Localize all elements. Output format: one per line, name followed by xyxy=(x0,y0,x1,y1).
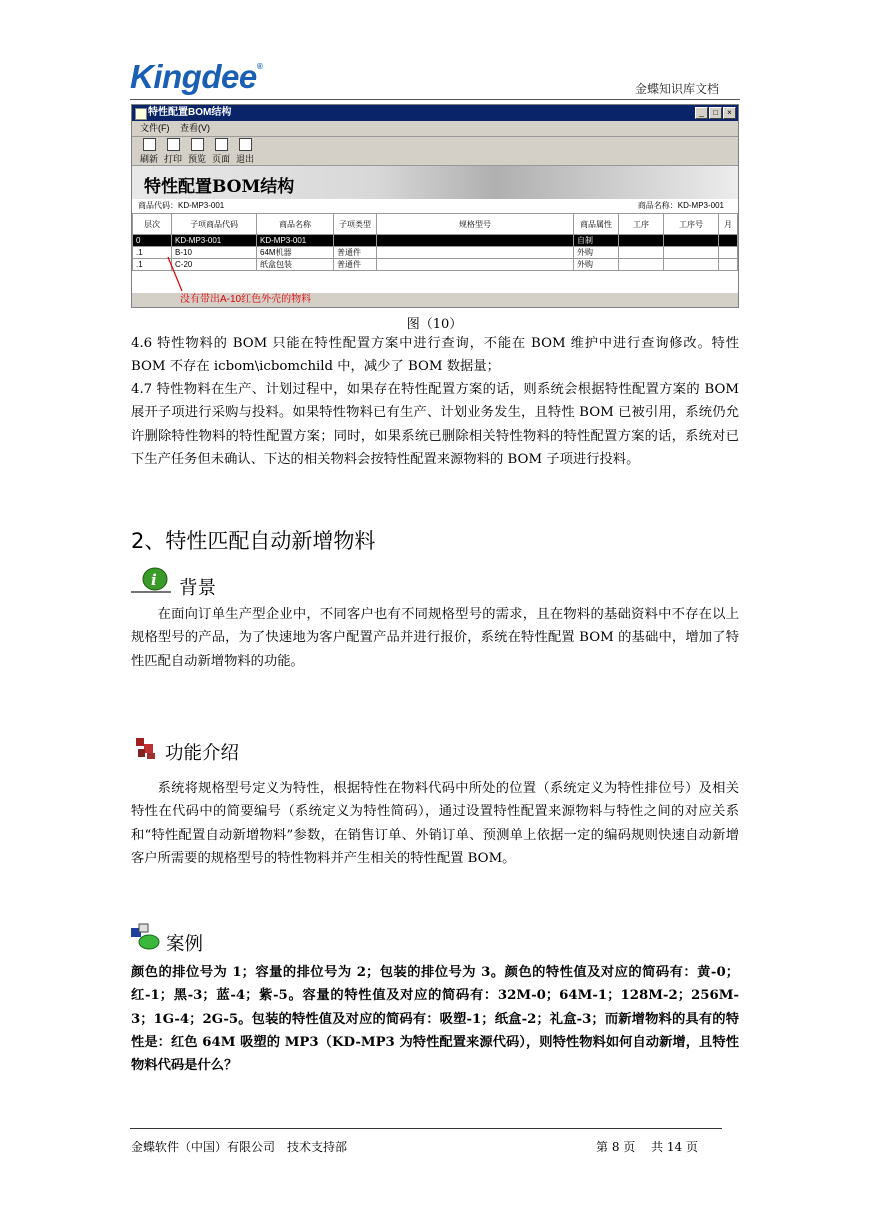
printer-icon xyxy=(167,138,180,151)
cell xyxy=(377,247,574,259)
col-header[interactable]: 工序号 xyxy=(664,214,719,235)
maximize-button[interactable]: □ xyxy=(709,107,722,119)
cell: .1 xyxy=(133,247,172,259)
table-row[interactable] xyxy=(133,247,738,259)
cell xyxy=(619,235,664,247)
bom-grid xyxy=(132,213,738,293)
product-info xyxy=(132,199,738,213)
cell xyxy=(719,247,738,259)
close-button[interactable]: × xyxy=(723,107,736,119)
annotation-text: 没有带出A-10红色外壳的物料 xyxy=(180,294,312,305)
grid-header-row xyxy=(133,214,738,235)
table-row[interactable] xyxy=(133,259,738,271)
menu-file[interactable]: 文件(F) xyxy=(140,123,170,133)
case-title: 案例 xyxy=(166,934,204,955)
col-header[interactable]: 月 xyxy=(719,214,738,235)
col-header[interactable]: 规格型号 xyxy=(377,214,574,235)
page-number: 第 8 页 共 14 页 xyxy=(596,1140,698,1154)
col-header[interactable]: 子项类型 xyxy=(334,214,377,235)
cell: 纸盒包装 xyxy=(257,259,334,271)
cell xyxy=(664,235,719,247)
cell: .1 xyxy=(133,259,172,271)
cell: 普通件 xyxy=(334,259,377,271)
cell: B-10 xyxy=(172,247,257,259)
table-row[interactable] xyxy=(133,235,738,247)
product-name: 商品名称：KD-MP3-001 xyxy=(637,201,724,210)
bom-window xyxy=(131,104,739,308)
case-text: 颜色的排位号为 1；容量的排位号为 2；包装的排位号为 3。颜色的特性值及对应的简码有：黄-0；红-1；黑-3；蓝-4；紫-5。容量的特性值及对应的简码有：32M-0；64M-1；128M-2；256M-3；1G-4；2G-5。包装的特性值及对应的简码有：吸塑-1；纸盒-2；礼盒-3；而新增物料的具有的特性是：红色 64M 吸塑的 MP3（KD-MP3 为特性配置来源代码），则特性物料如何自动新增，且特性物料代码是什么？ xyxy=(131,965,739,1074)
cell: 外购 xyxy=(574,259,619,271)
footer-company: 金蝶软件（中国）有限公司 技术支持部 xyxy=(131,1140,348,1154)
info-icon xyxy=(131,566,175,600)
menu-view[interactable]: 查看(V) xyxy=(180,123,211,133)
case-icon xyxy=(131,922,161,954)
toolbar xyxy=(132,137,738,166)
page-button[interactable]: 页面 xyxy=(210,138,232,165)
cell xyxy=(334,235,377,247)
cell xyxy=(619,247,664,259)
refresh-icon xyxy=(143,138,156,151)
kingdee-logo: Kingdee® xyxy=(130,58,263,95)
minimize-button[interactable]: _ xyxy=(695,107,708,119)
product-code: 商品代码：KD-MP3-001 xyxy=(138,201,225,210)
col-header[interactable]: 商品名称 xyxy=(257,214,334,235)
preview-button[interactable]: 预览 xyxy=(186,138,208,165)
cell xyxy=(377,259,574,271)
background-text: 在面向订单生产型企业中，不同客户也有不同规格型号的需求，且在物料的基础资料中不存在以上规格型号的产品，为了快速地为客户配置产品并进行报价，系统在特性配置 BOM 的基础中，增加了特性匹配自动新增物料的功能。 xyxy=(131,607,739,669)
cell: 外购 xyxy=(574,247,619,259)
exit-button[interactable]: 退出 xyxy=(234,138,256,165)
annotation-arrow xyxy=(166,255,186,295)
book-icon xyxy=(215,138,228,151)
exit-icon xyxy=(239,138,252,151)
cell xyxy=(664,247,719,259)
app-icon xyxy=(135,108,147,120)
header-divider xyxy=(130,99,740,100)
cell: 64M机器 xyxy=(257,247,334,259)
cell xyxy=(619,259,664,271)
cell: 0 xyxy=(133,235,172,247)
function-text: 系统将规格型号定义为特性，根据特性在物料代码中所处的位置（系统定义为特性排位号）及相关特性在代码中的简要编号（系统定义为特性简码），通过设置特性配置来源物料与特性之间的对应关系和“特性配置自动新增物料”参数，在销售订单、外销订单、预测单上依据一定的编码规则快速自动新增客户所需要的规格型号的特性物料并产生相关的特性配置 BOM。 xyxy=(131,781,739,866)
col-header[interactable]: 子项商品代码 xyxy=(172,214,257,235)
background-title: 背景 xyxy=(179,578,217,599)
col-header[interactable]: 商品属性 xyxy=(574,214,619,235)
doc-label: 金蝶知识库文档 xyxy=(634,82,719,96)
refresh-button[interactable]: 刷新 xyxy=(138,138,160,165)
function-icon xyxy=(133,736,159,766)
section-title: 2、特性匹配自动新增物料 xyxy=(131,529,376,553)
cell: KD-MP3-001 xyxy=(172,235,257,247)
window-titlebar xyxy=(132,105,738,121)
preview-icon xyxy=(191,138,204,151)
cell xyxy=(377,235,574,247)
cell: 普通件 xyxy=(334,247,377,259)
cell xyxy=(664,259,719,271)
function-title: 功能介绍 xyxy=(165,743,240,764)
banner xyxy=(132,166,738,199)
window-title: 特性配置BOM结构 xyxy=(148,107,232,118)
cell xyxy=(719,259,738,271)
menu-bar xyxy=(132,121,738,137)
paragraph-4-6: 4.6 特性物料的 BOM 只能在特性配置方案中进行查询，不能在 BOM 维护中进行查询修改。特性 BOM 不存在 icbom\icbomchild 中，减少了 BOM 数据量； xyxy=(131,336,739,375)
col-header[interactable]: 工序 xyxy=(619,214,664,235)
svg-text:i: i xyxy=(151,571,157,589)
col-header[interactable]: 层次 xyxy=(133,214,172,235)
figure-caption: 图（10） xyxy=(406,317,463,332)
cell: KD-MP3-001 xyxy=(257,235,334,247)
paragraph-4-7: 4.7 特性物料在生产、计划过程中，如果存在特性配置方案的话，则系统会根据特性配置方案的 BOM 展开子项进行采购与投料。如果特性物料已有生产、计划业务发生，且特性 BOM 已被引用，系统仍允许删除特性物料的特性配置方案；同时，如果系统已删除相关特性物料的特性配置方案的话，系统对已下生产任务但未确认、下达的相关物料会按特性配置来源物料的 BOM 子项进行投料。 xyxy=(131,382,739,467)
cell xyxy=(719,235,738,247)
footer-divider xyxy=(130,1128,722,1129)
banner-title: 特性配置BOM结构 xyxy=(144,177,295,197)
cell: C-20 xyxy=(172,259,257,271)
print-button[interactable]: 打印 xyxy=(162,138,184,165)
cell: 自制 xyxy=(574,235,619,247)
